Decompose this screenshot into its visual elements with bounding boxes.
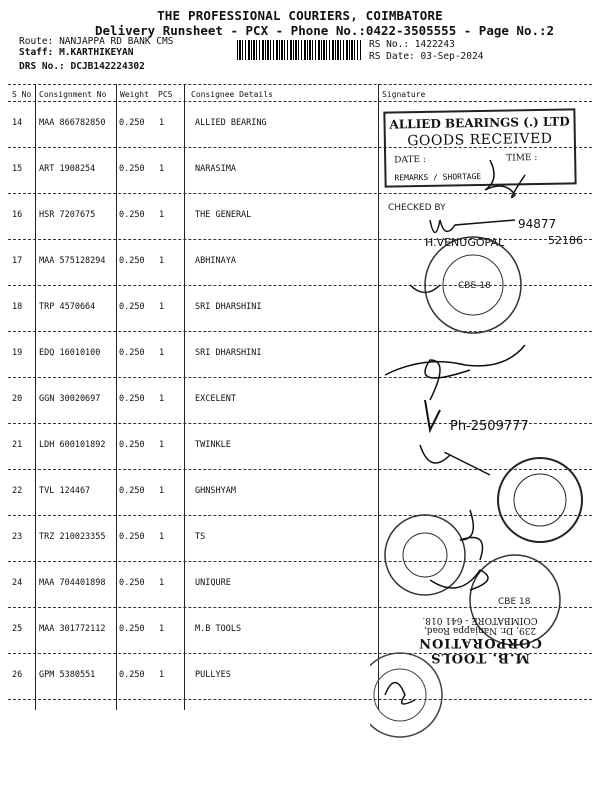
row-consignee: UNIQURE <box>195 578 231 588</box>
row-sno: 17 <box>12 256 23 266</box>
row-weight: 0.250 <box>119 164 145 174</box>
row-consignee: ALLIED BEARING <box>195 118 267 128</box>
row-consignee: EXCELENT <box>195 394 236 404</box>
row-pcs: 1 <box>159 670 165 680</box>
row-consignee: ABHINAYA <box>195 256 236 266</box>
rs-no-line <box>369 39 455 50</box>
row-consignment-no: TRP 4570664 <box>39 302 96 312</box>
row-pcs: 1 <box>159 118 165 128</box>
table-row <box>8 286 592 332</box>
row-weight: 0.250 <box>119 348 145 358</box>
company-title: THE PROFESSIONAL COURIERS, COIMBATORE <box>157 8 443 23</box>
route-label: Route: <box>19 36 54 47</box>
row-pcs: 1 <box>159 164 165 174</box>
table-row <box>8 332 592 378</box>
row-consignee: SRI DHARSHINI <box>195 302 262 312</box>
row-sno: 23 <box>12 532 23 542</box>
row-pcs: 1 <box>159 210 165 220</box>
row-consignment-no: MAA 704401898 <box>39 578 106 588</box>
row-consignee: PULLYES <box>195 670 231 680</box>
row-weight: 0.250 <box>119 578 145 588</box>
row-weight: 0.250 <box>119 440 145 450</box>
handwritten-number: 52186 <box>548 234 583 247</box>
rs-no-label: RS No.: <box>369 39 410 50</box>
row-pcs: 1 <box>159 302 165 312</box>
col-pcs: PCS <box>158 90 173 99</box>
row-consignment-no: MAA 301772112 <box>39 624 106 634</box>
row-consignment-no: GGN 30020697 <box>39 394 101 404</box>
delivery-rows <box>8 102 592 700</box>
table-row <box>8 194 592 240</box>
row-pcs: 1 <box>159 440 165 450</box>
row-consignment-no: MAA 866782850 <box>39 118 106 128</box>
row-consignment-no: TVL 124467 <box>39 486 91 496</box>
row-consignee: NARASIMA <box>195 164 236 174</box>
svg-text:CBE 18: CBE 18 <box>498 597 531 607</box>
row-pcs: 1 <box>159 394 165 404</box>
handwritten-phone: Ph-2509777 <box>450 419 529 434</box>
row-weight: 0.250 <box>119 624 145 634</box>
row-sno: 22 <box>12 486 23 496</box>
route-value: NANJAPPA RD BANK CMS <box>59 36 174 47</box>
row-consignment-no: LDH 600101892 <box>39 440 106 450</box>
row-consignee: TS <box>195 532 206 542</box>
row-pcs: 1 <box>159 256 165 266</box>
row-sno: 20 <box>12 394 23 404</box>
col-consignment: Consignment No <box>39 90 107 99</box>
row-sno: 19 <box>12 348 23 358</box>
row-weight: 0.250 <box>119 210 145 220</box>
allied-bearings-stamp: ALLIED BEARINGS (.) LTD GOODS RECEIVED DATE : TIME : REMARKS / SHORTAGE <box>383 108 576 187</box>
col-signature: Signature <box>382 90 426 99</box>
row-sno: 25 <box>12 624 23 634</box>
row-sno: 26 <box>12 670 23 680</box>
row-consignee: SRI DHARSHINI <box>195 348 262 358</box>
table-row <box>8 424 592 470</box>
row-pcs: 1 <box>159 486 165 496</box>
runsheet-subtitle: Delivery Runsheet - PCX - Phone No.:0422-3505555 - Page No.:2 <box>95 23 555 38</box>
drs-value: DCJB142224302 <box>70 61 145 72</box>
row-pcs: 1 <box>159 624 165 634</box>
rs-date-line <box>369 51 483 62</box>
table-row <box>8 378 592 424</box>
row-weight: 0.250 <box>119 532 145 542</box>
table-row <box>8 516 592 562</box>
route-line <box>19 36 173 47</box>
row-consignee: TWINKLE <box>195 440 231 450</box>
row-pcs: 1 <box>159 532 165 542</box>
row-sno: 18 <box>12 302 23 312</box>
table-top-rule <box>8 84 592 85</box>
handwritten-number: 94877 <box>518 217 557 231</box>
row-sno: 21 <box>12 440 23 450</box>
rs-date-label: RS Date: <box>369 51 415 62</box>
row-consignee: THE GENERAL <box>195 210 252 220</box>
row-weight: 0.250 <box>119 394 145 404</box>
row-weight: 0.250 <box>119 118 145 128</box>
col-sno: S No <box>12 90 32 99</box>
row-consignment-no: TRZ 210023355 <box>39 532 106 542</box>
row-weight: 0.250 <box>119 256 145 266</box>
drs-label: DRS No.: <box>19 61 65 72</box>
svg-text:CHECKED BY: CHECKED BY <box>388 203 446 213</box>
staff-value: M.KARTHIKEYAN <box>59 47 134 58</box>
handwritten-name: H.VENUGOPAL <box>425 236 505 249</box>
row-sno: 16 <box>12 210 23 220</box>
table-row <box>8 148 592 194</box>
table-row <box>8 470 592 516</box>
row-pcs: 1 <box>159 578 165 588</box>
col-weight: Weight <box>120 90 149 99</box>
rs-date-value: 03-Sep-2024 <box>420 51 484 62</box>
row-consignment-no: EDQ 16010100 <box>39 348 101 358</box>
barcode <box>237 40 361 68</box>
staff-line <box>19 47 133 58</box>
row-pcs: 1 <box>159 348 165 358</box>
table-row <box>8 562 592 608</box>
row-weight: 0.250 <box>119 670 145 680</box>
rs-no-value: 1422243 <box>414 39 455 50</box>
row-weight: 0.250 <box>119 302 145 312</box>
mb-tools-stamp: M.B. TOOLS CORPORATION 239, Dr. Nanjappa Road, COIMBATORE - 641 018. <box>418 615 542 665</box>
table-row <box>8 102 592 148</box>
row-consignee: M.B TOOLS <box>195 624 242 634</box>
drs-line <box>19 61 145 72</box>
row-sno: 14 <box>12 118 23 128</box>
table-row <box>8 654 592 700</box>
row-consignment-no: ART 1908254 <box>39 164 96 174</box>
table-row <box>8 240 592 286</box>
row-consignee: GHNSHYAM <box>195 486 236 496</box>
row-consignment-no: MAA 575128294 <box>39 256 106 266</box>
row-sno: 15 <box>12 164 23 174</box>
staff-label: Staff: <box>19 47 54 58</box>
row-weight: 0.250 <box>119 486 145 496</box>
row-consignment-no: GPM 5380551 <box>39 670 96 680</box>
col-consignee: Consignee Details <box>191 90 273 99</box>
svg-text:CBE-18: CBE-18 <box>458 281 491 291</box>
table-row <box>8 608 592 654</box>
row-consignment-no: HSR 7207675 <box>39 210 96 220</box>
row-sno: 24 <box>12 578 23 588</box>
